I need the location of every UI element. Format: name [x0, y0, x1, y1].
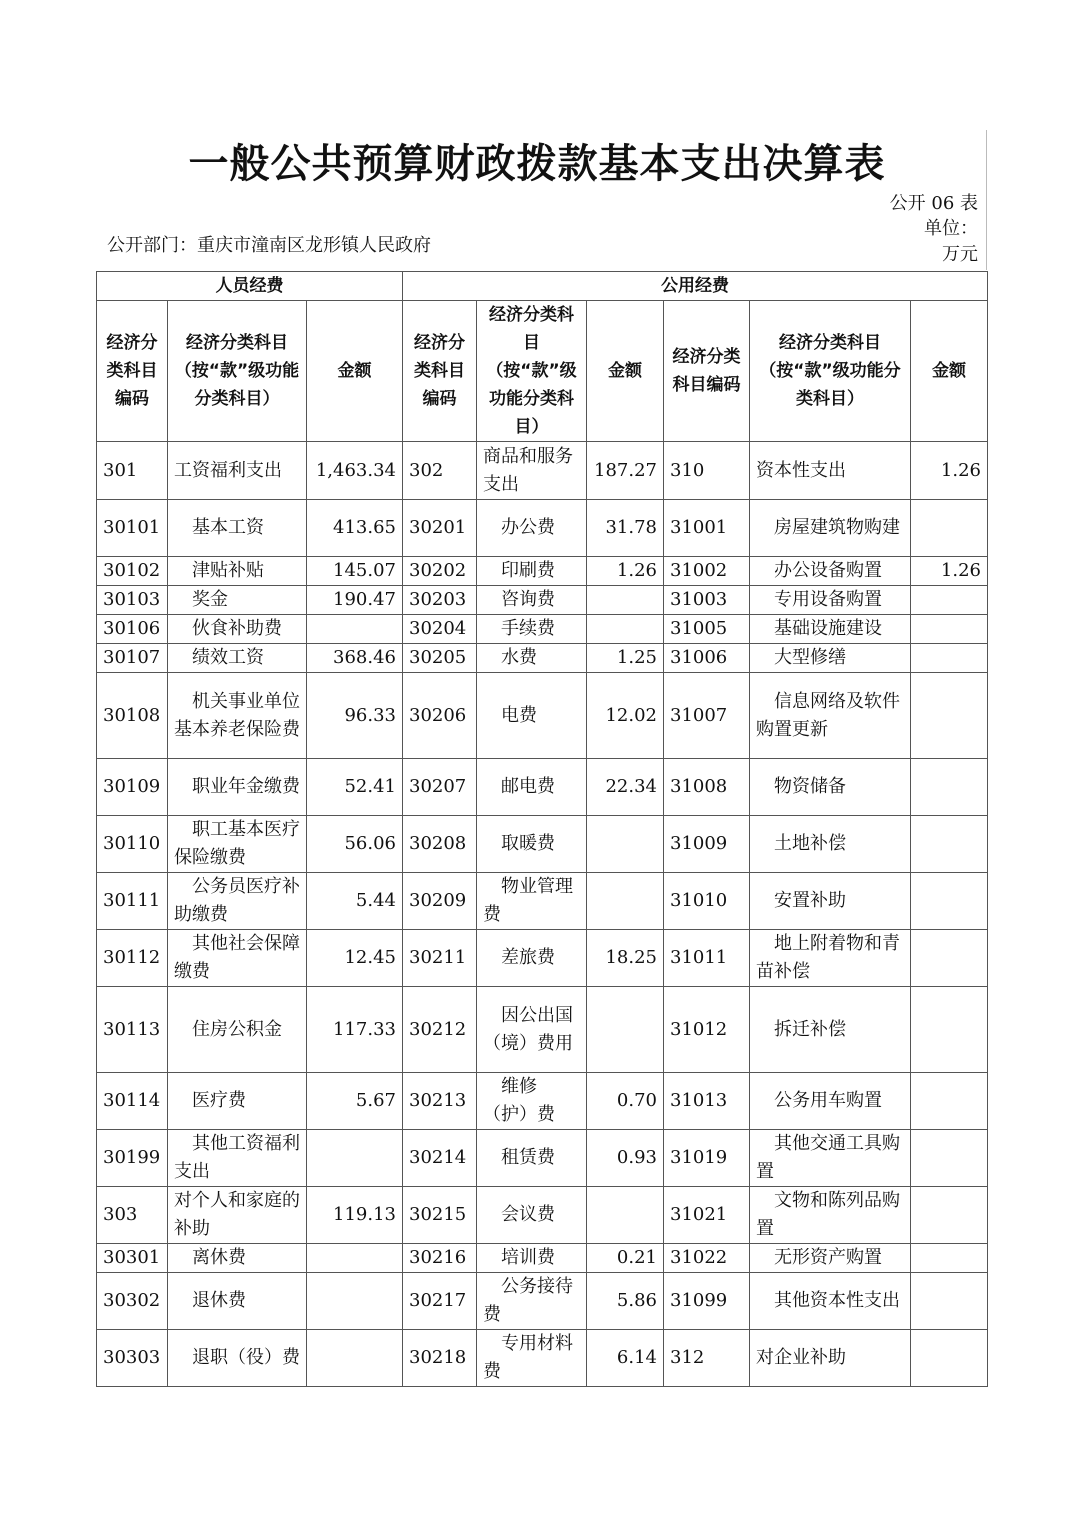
- code-cell: 31021: [664, 1187, 750, 1244]
- name-cell: 无形资产购置: [750, 1244, 911, 1273]
- code-cell: 30205: [403, 644, 477, 673]
- code-cell: 31012: [664, 987, 750, 1073]
- name-cell: 基础设施建设: [750, 615, 911, 644]
- name-cell: 水费: [477, 644, 587, 673]
- name-cell: 基本工资: [168, 500, 307, 557]
- name-cell: 手续费: [477, 615, 587, 644]
- name-cell: 地上附着物和青苗补偿: [750, 930, 911, 987]
- amount-cell: 190.47: [307, 586, 403, 615]
- name-cell: 办公设备购置: [750, 557, 911, 586]
- code-cell: 30203: [403, 586, 477, 615]
- name-cell: 公务用车购置: [750, 1073, 911, 1130]
- name-cell: 物资储备: [750, 759, 911, 816]
- code-cell: 31010: [664, 873, 750, 930]
- amount-cell: [911, 500, 988, 557]
- amount-cell: 6.14: [587, 1330, 664, 1387]
- table-row: [97, 557, 988, 586]
- table-row: [97, 615, 988, 644]
- col-header-code: 经济分类科目编码: [403, 301, 477, 442]
- name-cell: 拆迁补偿: [750, 987, 911, 1073]
- name-cell: 印刷费: [477, 557, 587, 586]
- code-cell: 30199: [97, 1130, 168, 1187]
- name-cell: 文物和陈列品购置: [750, 1187, 911, 1244]
- name-cell: 职工基本医疗保险缴费: [168, 816, 307, 873]
- amount-cell: [911, 873, 988, 930]
- amount-cell: 413.65: [307, 500, 403, 557]
- unit-label: 单位：万元: [924, 218, 978, 265]
- table-row: [97, 987, 988, 1073]
- table-row: [97, 644, 988, 673]
- col-header-code: 经济分类科目编码: [97, 301, 168, 442]
- amount-cell: 1.26: [587, 557, 664, 586]
- code-cell: 31099: [664, 1273, 750, 1330]
- name-cell: 因公出国（境）费用: [477, 987, 587, 1073]
- name-cell: 其他工资福利支出: [168, 1130, 307, 1187]
- table-row: [97, 442, 988, 500]
- name-cell: 职业年金缴费: [168, 759, 307, 816]
- col-header-name: 经济分类科目（按“款”级功能分类科目）: [477, 301, 587, 442]
- code-cell: 30301: [97, 1244, 168, 1273]
- amount-cell: 5.67: [307, 1073, 403, 1130]
- amount-cell: [587, 586, 664, 615]
- code-cell: 30217: [403, 1273, 477, 1330]
- amount-cell: [911, 759, 988, 816]
- amount-cell: 12.45: [307, 930, 403, 987]
- amount-cell: 22.34: [587, 759, 664, 816]
- code-cell: 31001: [664, 500, 750, 557]
- amount-cell: [911, 673, 988, 759]
- amount-cell: [911, 1073, 988, 1130]
- name-cell: 商品和服务支出: [477, 442, 587, 500]
- amount-cell: 0.93: [587, 1130, 664, 1187]
- code-cell: 30212: [403, 987, 477, 1073]
- code-cell: 30111: [97, 873, 168, 930]
- code-cell: 30302: [97, 1273, 168, 1330]
- code-cell: 310: [664, 442, 750, 500]
- amount-cell: [587, 816, 664, 873]
- name-cell: 培训费: [477, 1244, 587, 1273]
- table-row: [97, 500, 988, 557]
- name-cell: 公务接待费: [477, 1273, 587, 1330]
- department-label: 公开部门：重庆市潼南区龙形镇人民政府: [107, 235, 431, 256]
- amount-cell: [307, 1273, 403, 1330]
- amount-cell: 0.21: [587, 1244, 664, 1273]
- amount-cell: [911, 1244, 988, 1273]
- code-cell: 31008: [664, 759, 750, 816]
- amount-cell: 1,463.34: [307, 442, 403, 500]
- table-row: [97, 1244, 988, 1273]
- group-header-personnel: 人员经费: [97, 272, 403, 301]
- name-cell: 工资福利支出: [168, 442, 307, 500]
- code-cell: 31007: [664, 673, 750, 759]
- amount-cell: [911, 1187, 988, 1244]
- amount-cell: [911, 1273, 988, 1330]
- amount-cell: 5.44: [307, 873, 403, 930]
- col-header-code: 经济分类科目编码: [664, 301, 750, 442]
- name-cell: 办公费: [477, 500, 587, 557]
- code-cell: 30112: [97, 930, 168, 987]
- amount-cell: [911, 586, 988, 615]
- amount-cell: 117.33: [307, 987, 403, 1073]
- table-body: [97, 442, 988, 1387]
- name-cell: 专用设备购置: [750, 586, 911, 615]
- name-cell: 专用材料费: [477, 1330, 587, 1387]
- code-cell: 30202: [403, 557, 477, 586]
- expenditure-table: [96, 271, 988, 1387]
- amount-cell: [307, 1130, 403, 1187]
- code-cell: 30216: [403, 1244, 477, 1273]
- col-header-name: 经济分类科目（按“款”级功能分类科目）: [168, 301, 307, 442]
- name-cell: 取暖费: [477, 816, 587, 873]
- code-cell: 30213: [403, 1073, 477, 1130]
- code-cell: 30103: [97, 586, 168, 615]
- table-row: [97, 816, 988, 873]
- name-cell: 绩效工资: [168, 644, 307, 673]
- table-row: [97, 759, 988, 816]
- code-cell: 30207: [403, 759, 477, 816]
- amount-cell: 12.02: [587, 673, 664, 759]
- amount-cell: [307, 615, 403, 644]
- table-row: [97, 873, 988, 930]
- name-cell: 对个人和家庭的补助: [168, 1187, 307, 1244]
- code-cell: 30211: [403, 930, 477, 987]
- amount-cell: [911, 1330, 988, 1387]
- amount-cell: 31.78: [587, 500, 664, 557]
- code-cell: 30107: [97, 644, 168, 673]
- name-cell: 公务员医疗补助缴费: [168, 873, 307, 930]
- form-code: 公开 06 表: [889, 193, 978, 214]
- name-cell: 其他资本性支出: [750, 1273, 911, 1330]
- code-cell: 30215: [403, 1187, 477, 1244]
- code-cell: 31006: [664, 644, 750, 673]
- group-header-public: 公用经费: [403, 272, 988, 301]
- code-cell: 31002: [664, 557, 750, 586]
- amount-cell: 0.70: [587, 1073, 664, 1130]
- name-cell: 土地补偿: [750, 816, 911, 873]
- name-cell: 电费: [477, 673, 587, 759]
- amount-cell: [911, 987, 988, 1073]
- amount-cell: [911, 816, 988, 873]
- amount-cell: 187.27: [587, 442, 664, 500]
- amount-cell: [587, 987, 664, 1073]
- name-cell: 退休费: [168, 1273, 307, 1330]
- code-cell: 303: [97, 1187, 168, 1244]
- code-cell: 30108: [97, 673, 168, 759]
- name-cell: 伙食补助费: [168, 615, 307, 644]
- amount-cell: 368.46: [307, 644, 403, 673]
- code-cell: 31022: [664, 1244, 750, 1273]
- code-cell: 30109: [97, 759, 168, 816]
- amount-cell: [911, 615, 988, 644]
- name-cell: 会议费: [477, 1187, 587, 1244]
- code-cell: 30110: [97, 816, 168, 873]
- code-cell: 30206: [403, 673, 477, 759]
- table-row: [97, 1187, 988, 1244]
- amount-cell: [911, 1130, 988, 1187]
- code-cell: 31003: [664, 586, 750, 615]
- code-cell: 30303: [97, 1330, 168, 1387]
- code-cell: 30113: [97, 987, 168, 1073]
- code-cell: 31013: [664, 1073, 750, 1130]
- table-row: [97, 586, 988, 615]
- name-cell: 房屋建筑物购建: [750, 500, 911, 557]
- amount-cell: 96.33: [307, 673, 403, 759]
- code-cell: 31009: [664, 816, 750, 873]
- amount-cell: [307, 1244, 403, 1273]
- code-cell: 30101: [97, 500, 168, 557]
- name-cell: 维修（护）费: [477, 1073, 587, 1130]
- name-cell: 奖金: [168, 586, 307, 615]
- amount-cell: 18.25: [587, 930, 664, 987]
- amount-cell: 119.13: [307, 1187, 403, 1244]
- code-cell: 30102: [97, 557, 168, 586]
- name-cell: 离休费: [168, 1244, 307, 1273]
- amount-cell: 52.41: [307, 759, 403, 816]
- code-cell: 30214: [403, 1130, 477, 1187]
- name-cell: 差旅费: [477, 930, 587, 987]
- name-cell: 信息网络及软件购置更新: [750, 673, 911, 759]
- amount-cell: [307, 1330, 403, 1387]
- col-header-amount: 金额: [307, 301, 403, 442]
- table-row: [97, 930, 988, 987]
- col-header-name: 经济分类科目（按“款”级功能分类科目）: [750, 301, 911, 442]
- code-cell: 31005: [664, 615, 750, 644]
- name-cell: 大型修缮: [750, 644, 911, 673]
- code-cell: 30114: [97, 1073, 168, 1130]
- table-row: [97, 1073, 988, 1130]
- name-cell: 其他交通工具购置: [750, 1130, 911, 1187]
- amount-cell: [587, 615, 664, 644]
- code-cell: 30204: [403, 615, 477, 644]
- table-row: [97, 1273, 988, 1330]
- name-cell: 咨询费: [477, 586, 587, 615]
- amount-cell: 145.07: [307, 557, 403, 586]
- page-title: 一般公共预算财政拨款基本支出决算表: [188, 141, 886, 187]
- code-cell: 312: [664, 1330, 750, 1387]
- amount-cell: [587, 873, 664, 930]
- name-cell: 医疗费: [168, 1073, 307, 1130]
- name-cell: 物业管理费: [477, 873, 587, 930]
- code-cell: 302: [403, 442, 477, 500]
- amount-cell: 56.06: [307, 816, 403, 873]
- name-cell: 津贴补贴: [168, 557, 307, 586]
- code-cell: 30209: [403, 873, 477, 930]
- col-header-amount: 金额: [911, 301, 988, 442]
- name-cell: 租赁费: [477, 1130, 587, 1187]
- code-cell: 30218: [403, 1330, 477, 1387]
- code-cell: 30106: [97, 615, 168, 644]
- code-cell: 31011: [664, 930, 750, 987]
- name-cell: 资本性支出: [750, 442, 911, 500]
- table-row: [97, 1130, 988, 1187]
- name-cell: 对企业补助: [750, 1330, 911, 1387]
- amount-cell: 5.86: [587, 1273, 664, 1330]
- name-cell: 邮电费: [477, 759, 587, 816]
- name-cell: 住房公积金: [168, 987, 307, 1073]
- table-row: [97, 673, 988, 759]
- amount-cell: [911, 930, 988, 987]
- amount-cell: [911, 644, 988, 673]
- amount-cell: 1.26: [911, 442, 988, 500]
- name-cell: 其他社会保障缴费: [168, 930, 307, 987]
- name-cell: 退职（役）费: [168, 1330, 307, 1387]
- code-cell: 30201: [403, 500, 477, 557]
- code-cell: 31019: [664, 1130, 750, 1187]
- name-cell: 安置补助: [750, 873, 911, 930]
- code-cell: 30208: [403, 816, 477, 873]
- code-cell: 301: [97, 442, 168, 500]
- amount-cell: 1.26: [911, 557, 988, 586]
- amount-cell: [587, 1187, 664, 1244]
- col-header-amount: 金额: [587, 301, 664, 442]
- table-row: [97, 1330, 988, 1387]
- name-cell: 机关事业单位基本养老保险费: [168, 673, 307, 759]
- amount-cell: 1.25: [587, 644, 664, 673]
